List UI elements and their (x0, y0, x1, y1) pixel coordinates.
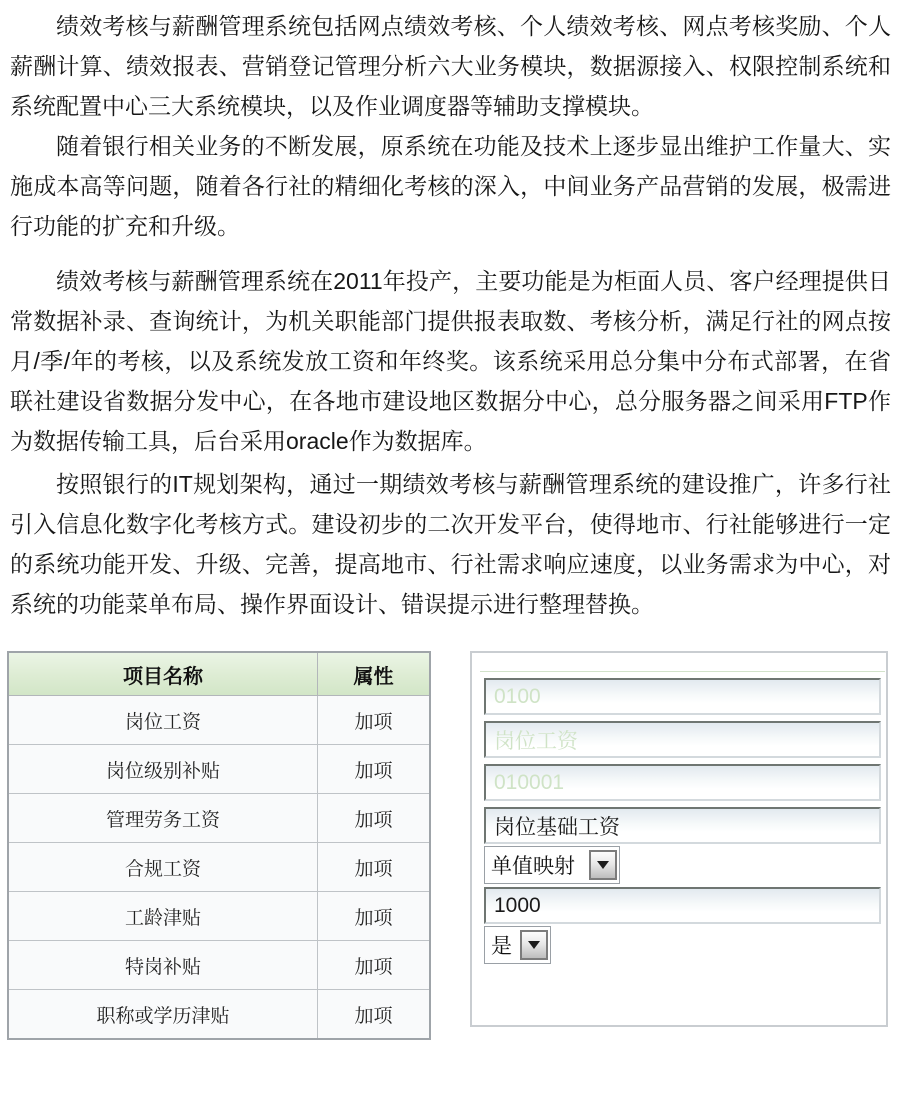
table-row (8, 745, 430, 794)
item-name-cell: 工龄津贴 (8, 892, 317, 941)
chevron-down-icon (528, 941, 540, 949)
item-name-cell: 岗位级别补贴 (8, 745, 317, 794)
salary-items-table (7, 651, 431, 1040)
table-row (8, 843, 430, 892)
item-detail-panel (470, 651, 888, 1027)
table-row (8, 892, 430, 941)
item-name-cell: 合规工资 (8, 843, 317, 892)
table-row (8, 794, 430, 843)
dropdown-button[interactable] (589, 850, 617, 880)
enabled-flag-row (472, 924, 886, 964)
table-row (8, 990, 430, 1040)
amount-field[interactable] (484, 887, 881, 924)
item-name-cell: 岗位工资 (8, 696, 317, 745)
category-name-field[interactable] (484, 721, 881, 758)
mapping-type-value: 单值映射 (491, 855, 575, 878)
item-name-field[interactable] (484, 807, 881, 844)
table-row (8, 696, 430, 745)
chevron-down-icon (597, 861, 609, 869)
item-name-cell: 特岗补贴 (8, 941, 317, 990)
item-name-cell: 管理劳务工资 (8, 794, 317, 843)
field-stack (472, 672, 886, 844)
item-attr-cell: 加项 (317, 696, 430, 745)
figure-row (7, 651, 900, 1040)
item-attr-cell: 加项 (317, 843, 430, 892)
item-attr-cell: 加项 (317, 745, 430, 794)
item-code-field[interactable] (484, 764, 881, 801)
column-header-attribute: 属性 (317, 652, 430, 696)
amount-row (472, 884, 886, 924)
item-attr-cell: 加项 (317, 892, 430, 941)
mapping-type-dropdown[interactable] (484, 846, 620, 884)
mapping-row (472, 844, 886, 884)
enabled-flag-value: 是 (491, 935, 512, 958)
item-name-cell: 职称或学历津贴 (8, 990, 317, 1040)
table-row (8, 941, 430, 990)
item-attr-cell: 加项 (317, 794, 430, 843)
dropdown-button[interactable] (520, 930, 548, 960)
paragraph-modules-overview: 绩效考核与薪酬管理系统包括网点绩效考核、个人绩效考核、网点考核奖励、个人薪酬计算、绩效报表、营销登记管理分析六大业务模块，数据源接入、权限控制系统和系统配置中心三大系统模块，以及作业调度器等辅助支撑模块。 (10, 13, 891, 119)
enabled-flag-dropdown[interactable] (484, 926, 551, 964)
table-header-row (8, 652, 430, 696)
paragraph-system-2011: 绩效考核与薪酬管理系统在2011年投产，主要功能是为柜面人员、客户经理提供日常数据补录、查询统计，为机关职能部门提供报表取数、考核分析，满足行社的网点按月/季/年的考核，以及系统发放工资和年终奖。该系统采用总分集中分布式部署，在省联社建设省数据分发中心，在各地市建设地区数据分中心，总分服务器之间采用FTP作为数据传输工具，后台采用oracle作为数据库。 (10, 268, 891, 454)
paragraph-it-plan: 按照银行的IT规划架构，通过一期绩效考核与薪酬管理系统的建设推广，许多行社引入信息化数字化考核方式。建设初步的二次开发平台，使得地市、行社能够进行一定的系统功能开发、升级、完善，提高地市、行社需求响应速度，以业务需求为中心，对系统的功能菜单布局、操作界面设计、错误提示进行整理替换。 (10, 471, 891, 617)
item-attr-cell: 加项 (317, 941, 430, 990)
category-code-field[interactable] (484, 678, 881, 715)
item-attr-cell: 加项 (317, 990, 430, 1040)
paragraph-upgrade-need: 随着银行相关业务的不断发展，原系统在功能及技术上逐步显出维护工作量大、实施成本高等问题，随着各行社的精细化考核的深入，中间业务产品营销的发展，极需进行功能的扩充和升级。 (10, 133, 891, 239)
column-header-item-name: 项目名称 (8, 652, 317, 696)
